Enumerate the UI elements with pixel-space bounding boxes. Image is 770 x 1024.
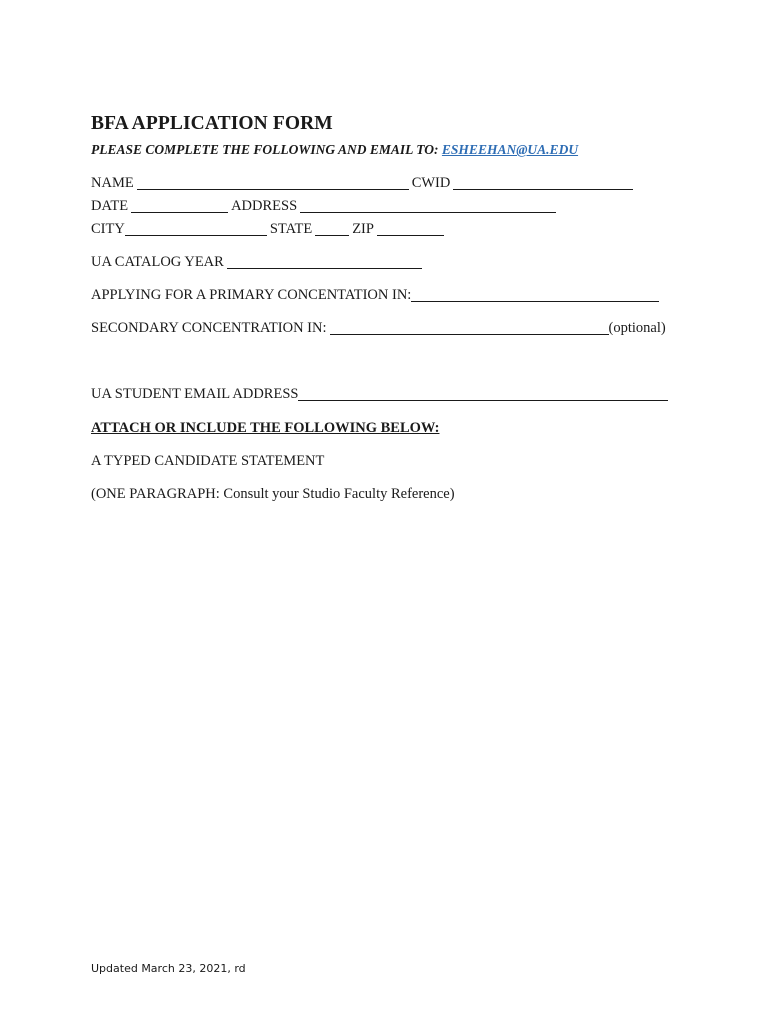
instruction-text: PLEASE COMPLETE THE FOLLOWING AND EMAIL TO:: [91, 142, 442, 157]
state-field[interactable]: [315, 221, 349, 236]
name-field[interactable]: [137, 175, 409, 190]
student-email-field[interactable]: [298, 386, 668, 401]
student-email-row: [91, 385, 671, 403]
name-cwid-row: [91, 174, 636, 192]
attachments-item: A TYPED CANDIDATE STATEMENT: [91, 453, 325, 469]
zip-label: ZIP: [352, 221, 374, 237]
footer-updated: Updated March 23, 2021, rd: [91, 962, 246, 975]
city-field[interactable]: [125, 221, 267, 236]
student-email-label: UA STUDENT EMAIL ADDRESS: [91, 386, 299, 402]
attachments-heading: ATTACH OR INCLUDE THE FOLLOWING BELOW:: [91, 420, 440, 436]
state-label: STATE: [269, 221, 313, 237]
catalog-year-row: [91, 253, 425, 271]
zip-field[interactable]: [377, 221, 444, 236]
date-label: DATE: [91, 198, 129, 214]
primary-concentration-field[interactable]: [411, 287, 659, 302]
primary-concentration-label: APPLYING FOR A PRIMARY CONCENTATION IN:: [91, 287, 412, 303]
secondary-concentration-label: SECONDARY CONCENTRATION IN:: [91, 320, 327, 336]
catalog-year-label: UA CATALOG YEAR: [91, 254, 224, 270]
optional-note: (optional): [608, 320, 666, 336]
city-label: CITY: [91, 221, 125, 237]
address-field[interactable]: [300, 198, 556, 213]
attachments-note: (ONE PARAGRAPH: Consult your Studio Faculty Reference): [91, 486, 455, 502]
secondary-concentration-field[interactable]: [330, 320, 609, 335]
city-state-zip-row: [91, 220, 447, 238]
secondary-concentration-row: [91, 319, 666, 337]
email-link[interactable]: ESHEEHAN@UA.EDU: [441, 142, 579, 157]
form-title: BFA APPLICATION FORM: [91, 113, 333, 134]
catalog-year-field[interactable]: [227, 254, 422, 269]
date-field[interactable]: [131, 198, 228, 213]
date-address-row: [91, 197, 559, 215]
primary-concentration-row: [91, 286, 662, 304]
cwid-field[interactable]: [453, 175, 633, 190]
form-instruction: [91, 142, 578, 158]
cwid-label: CWID: [411, 175, 451, 191]
name-label: NAME: [91, 175, 134, 191]
address-label: ADDRESS: [231, 198, 298, 214]
